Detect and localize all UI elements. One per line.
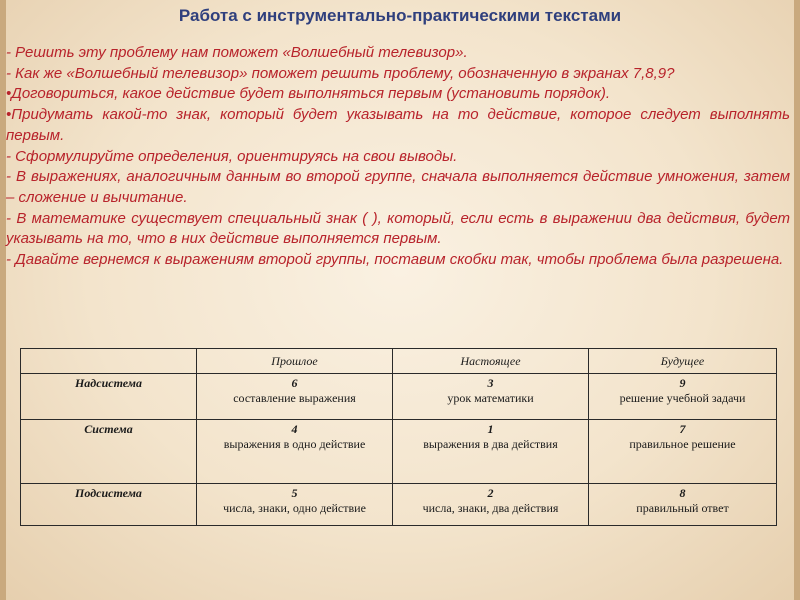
cell-text: правильный ответ [636,501,729,515]
paragraph: - В выражениях, аналогичным данным во второй группе, сначала выполняется действие умножения, затем – сложение и вычитание. [6,168,790,206]
paragraph: - Как же «Волшебный телевизор» поможет решить проблему, обозначенную в экранах 7,8,9? [6,64,675,82]
table-cell [197,484,393,526]
screen-number: 1 [487,422,494,436]
paragraph: •Договориться, какое действие будет выполняться первым (установить порядок). [6,85,611,103]
table-header-cell [21,349,197,374]
paragraph: •Придумать какой-то знак, который будет указывать на то действие, которое следует выполнять первым. [6,106,790,144]
screen-number: 9 [679,376,686,390]
table-cell [393,374,589,420]
table-header-cell: Будущее [589,349,777,374]
table-cell [589,420,777,484]
text-block [6,43,790,271]
table-cell [197,420,393,484]
cell-text: урок математики [447,391,534,405]
table-cell [589,374,777,420]
screen-number: 7 [679,422,686,436]
table-header-cell: Прошлое [197,349,393,374]
table-cell [589,484,777,526]
table-header-row [21,349,777,374]
right-border [794,0,800,600]
table-row [21,420,777,484]
cell-text: числа, знаки, два действия [422,501,559,515]
row-label: Подсистема [21,484,197,526]
system-operator-table [20,348,777,526]
table-row [21,374,777,420]
paragraph: - Сформулируйте определения, ориентируясь на свои выводы. [6,147,458,165]
cell-text: выражения в одно действие [223,437,366,451]
table-header-cell: Настоящее [393,349,589,374]
cell-text: выражения в два действия [423,437,558,451]
paragraph: - Давайте вернемся к выражениям второй группы, поставим скобки так, чтобы проблема была разрешена. [6,251,784,269]
table-cell [393,420,589,484]
screen-number: 3 [487,376,494,390]
table-row [21,484,777,526]
paragraph: - Решить эту проблему нам поможет «Волшебный телевизор». [6,44,468,61]
cell-text: правильное решение [629,437,736,451]
screen-number: 5 [291,486,298,500]
paragraph: - В математике существует специальный знак ( ), который, если есть в выражении два действия, будет указывать на то, что в них действие выполняется первым. [6,209,790,248]
row-label: Система [21,420,197,484]
row-label: Надсистема [21,374,197,420]
cell-text: решение учебной задачи [619,391,746,405]
cell-text: составление выражения [233,391,356,405]
slide-title: Работа с инструментально-практическими текстами [178,6,622,25]
screen-number: 4 [291,422,298,436]
table-cell [393,484,589,526]
cell-text: числа, знаки, одно действие [223,501,366,515]
screen-number: 2 [487,486,494,500]
screen-number: 6 [291,376,298,390]
screen-number: 8 [679,486,686,500]
table-cell [197,374,393,420]
